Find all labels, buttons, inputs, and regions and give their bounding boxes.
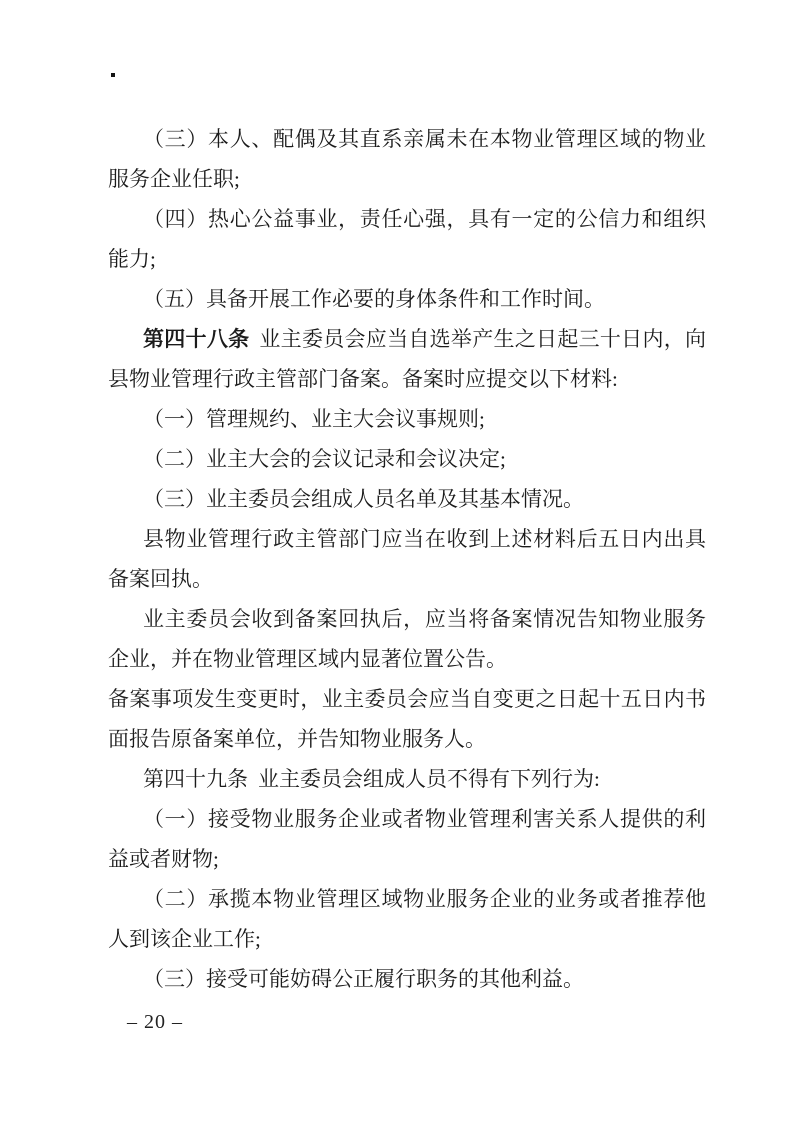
line-text: 备案事项发生变更时，业主委员会应当自变更之日起十五日内书	[108, 687, 706, 711]
text-line	[108, 239, 706, 279]
text-line	[108, 719, 706, 759]
line-text: 面报告原备案单位，并告知物业服务人。	[108, 727, 486, 751]
article-number: 第四十八条	[143, 327, 250, 351]
text-line	[108, 799, 706, 839]
stray-ink-dot	[111, 73, 115, 77]
text-line	[108, 559, 706, 599]
line-text: （一）接受物业服务企业或者物业管理利害关系人提供的利	[143, 807, 706, 831]
text-line	[108, 319, 706, 359]
line-text: （五）具备开展工作必要的身体条件和工作时间。	[143, 287, 605, 311]
line-text: 益或者财物;	[108, 847, 219, 871]
text-line	[108, 639, 706, 679]
line-text: （四）热心公益事业，责任心强，具有一定的公信力和组织	[143, 207, 706, 231]
line-text: （三）业主委员会组成人员名单及其基本情况。	[143, 487, 584, 511]
text-line	[108, 959, 706, 999]
text-line	[108, 519, 706, 559]
line-text: 服务企业任职;	[108, 167, 240, 191]
text-line	[108, 599, 706, 639]
document-body	[108, 119, 706, 999]
line-text: 业主委员会收到备案回执后，应当将备案情况告知物业服务	[143, 607, 706, 631]
line-text: 县物业管理行政主管部门应当在收到上述材料后五日内出具	[143, 527, 706, 551]
article-number: 第四十九条	[143, 767, 248, 791]
line-text: （一）管理规约、业主大会议事规则;	[143, 407, 485, 431]
line-text: 人到该企业工作;	[108, 927, 261, 951]
text-line	[108, 879, 706, 919]
text-line	[108, 399, 706, 439]
text-line	[108, 439, 706, 479]
line-text: 业主委员会组成人员不得有下列行为:	[258, 767, 600, 791]
text-line	[108, 199, 706, 239]
text-line	[108, 359, 706, 399]
text-line	[108, 679, 706, 719]
line-text: 备案回执。	[108, 567, 213, 591]
line-text: （二）承揽本物业管理区域物业服务企业的业务或者推荐他	[143, 887, 706, 911]
line-text: 县物业管理行政主管部门备案。备案时应提交以下材料:	[108, 367, 618, 391]
line-text: 能力;	[108, 247, 156, 271]
text-line	[108, 279, 706, 319]
text-line	[108, 919, 706, 959]
line-text: 企业，并在物业管理区域内显著位置公告。	[108, 647, 507, 671]
text-line	[108, 159, 706, 199]
text-line	[108, 479, 706, 519]
text-line	[108, 759, 706, 799]
text-line	[108, 119, 706, 159]
text-line	[108, 839, 706, 879]
page-number: – 20 –	[127, 1011, 183, 1033]
line-text: （三）本人、配偶及其直系亲属未在本物业管理区域的物业	[143, 127, 706, 151]
line-text: （二）业主大会的会议记录和会议决定;	[143, 447, 506, 471]
line-text: 业主委员会应当自选举产生之日起三十日内，向	[259, 327, 707, 351]
line-text: （三）接受可能妨碍公正履行职务的其他利益。	[143, 967, 584, 991]
